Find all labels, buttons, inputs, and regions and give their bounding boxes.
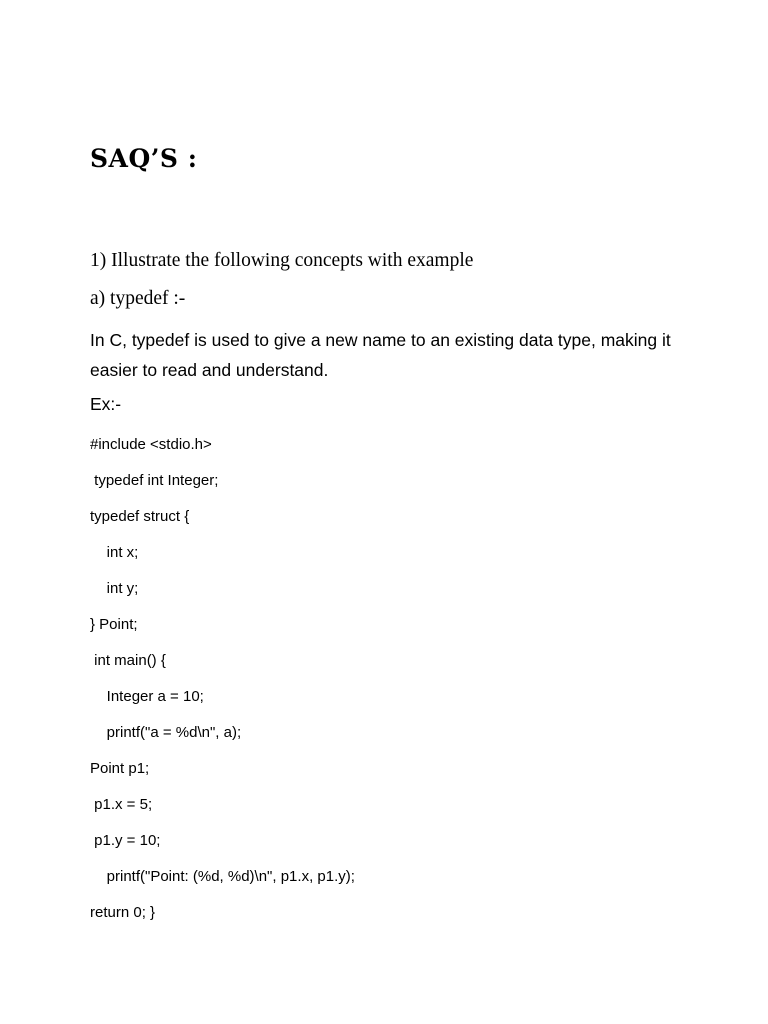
- code-line: typedef int Integer;: [90, 472, 219, 489]
- code-line: p1.x = 5;: [90, 796, 153, 813]
- description-paragraph: In C, typedef is used to give a new name to an existing data type, making it easier to read and understand.: [90, 330, 671, 380]
- code-line: int y;: [90, 580, 139, 597]
- code-line: typedef struct {: [90, 508, 190, 525]
- code-line: int main() {: [90, 652, 166, 669]
- example-label: Ex:-: [90, 394, 122, 414]
- code-line: Integer a = 10;: [90, 688, 204, 705]
- code-line: p1.y = 10;: [90, 832, 161, 849]
- code-line: printf("Point: (%d, %d)\n", p1.x, p1.y);: [90, 868, 355, 885]
- subquestion-text: a) typedef :-: [90, 288, 186, 309]
- question-text: 1) Illustrate the following concepts with example: [90, 250, 474, 271]
- code-line: } Point;: [90, 616, 138, 633]
- code-line: printf("a = %d\n", a);: [90, 724, 242, 741]
- page-heading: SAQ’S :: [90, 144, 198, 173]
- code-line: Point p1;: [90, 760, 150, 777]
- code-line: return 0; }: [90, 904, 156, 921]
- code-line: #include <stdio.h>: [90, 436, 212, 453]
- code-line: int x;: [90, 544, 139, 561]
